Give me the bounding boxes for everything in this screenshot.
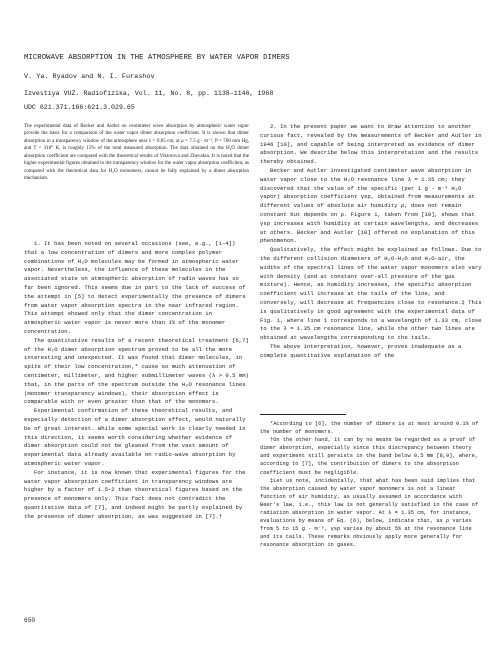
- body-paragraph: Qualitatively, the effect might be explained as follows. Due to the different collision diameters of H₂O-H₂O and H₂O-air, the widths of the spectral lines of the water vapor monomers also vary with density (and at constant over-all pressure of the gas mixture). Hence, as humidity increases, the specific absorption coefficient will increase at the tails of the line, and conversely, will decrease at frequencies close to resonance.‡ This is qualitatively in good agreement with the experimental data of Fig. 1, where line 1 corresponds to a wavelength of 1.33 cm, close to the λ = 1.35 cm resonance line, while the other two lines are obtained at wavelengths corresponding to the tails.: [260, 246, 482, 342]
- footnote: *According to [6], the number of dimers is at most around 0.1% of the number of monomers.: [260, 421, 479, 436]
- abstract: The experimental data of Becker and Autler on centimeter wave absorption by atmospheric water vapor provide the basis for a comparison of the water vapor dimer absorption coefficient. It is shown that dimer absorption in a transparency window of the atmosphere near λ = 0.85 cm, at ρ = 7.5 g · m⁻³, P = 760 mm Hg, and T = 318° K, is roughly 15% of the total measured absorption. The data obtained on the H₂O dimer absorption coefficient are compared with the theoretical results of Viktorova and Zhevakin. It is noted that the higher experimental figures obtained in the transparency window for the water vapor absorption coefficient, as compared with the theoretical data for H₂O monomers, cannot be fully explained by a dimer absorption mechanism.: [24, 123, 249, 182]
- body-paragraph: The above interpretation, however, proves inadequate as a complete quantitative explanation of the: [260, 342, 462, 359]
- footnote-divider: [260, 414, 346, 415]
- body-paragraph: Experimental confirmation of these theoretical results, and especially detection of a dimer absorption effect, would naturally be of great interest. While some special work is clearly needed in this direction, it seems worth considering whether evidence of dimer absorption could not be gleaned from the vast amount of experimental data already available on radio-wave absorption by atmospheric water vapor.: [24, 407, 246, 467]
- body-paragraph: The quantitative results of a recent theoretical treatment [6,7] of the H₂O dimer absorption spectrum proved to be all the more interesting and unexpected. It was found that dimer molecules, in spite of their low concentration,* cause so much attenuation of centimeter, millimeter, and higher submillimeter waves (λ > 0.5 mm) that, in the parts of the spectrum outside the H₂O resonance lines (monomer transparency windows), their absorption effect is comparable with or even greater than that of the monomers.: [24, 336, 249, 406]
- footnotes: [260, 420, 484, 550]
- journal-citation: Izvestiya VUZ. Radiofizika, Vol. 11, No. 8, pp. 1138–1146, 1968: [24, 90, 274, 97]
- body-paragraph: For instance, it is now known that experimental figures for the water vapor absorption coefficient in transparency windows are higher by a factor of 1.5–2 than theoretical figures based on the presence of monomers only. This fact does not contradict the quantitative data of [7], and indeed might be partly explained by the presence of dimer absorption, as was suggested in [7].†: [24, 468, 246, 520]
- left-column: [24, 240, 250, 522]
- body-paragraph: 1. It has been noted on several occasions (see, e.g., [1–4]) that a low concentration of dimers and more complex polymer combinations of H₂O molecules may be formed in atmospheric water vapor. Nevertheless, the influence of these molecules in the associated state on atmospheric absorption of radio waves has so far been ignored. This seems due in part to the lack of success of the attempt in [5] to detect experimentally the presence of dimers from water vapor absorption spectra in the near infrared region. This attempt showed only that the dimer concentration in atmospheric water vapor is never more than 1% of the monomer concentration.: [24, 240, 246, 335]
- footnote: †On the other hand, it can by no means be regarded as a proof of dimer absorption, especially since this discrepancy between theory and experiment still persists in the band below 0.5 mm [8,9], where, according to [7], the contribution of dimers to the absorption coefficient must be negligible.: [260, 437, 479, 476]
- footnote: ‡Let us note, incidentally, that what has been said implies that the absorption caused by water vapor monomers is not a linear function of air humidity, as usually assumed in accordance with Beer's law, i.e., this law is not generally satisfied in the case of radiation absorption in water vapor. At λ = 1.35 cm, for instance, evaluations by means of Eq. (6), below, indicate that, as ρ varies from 5 to 15 g · m⁻³, γsp varies by about 5% at the resonance line and its tails. These remarks obviously apply more generally for resonance absorption in gases.: [260, 477, 479, 549]
- paper-title: MICROWAVE ABSORPTION IN THE ATMOSPHERE BY WATER VAPOR DIMERS: [24, 54, 290, 62]
- paper-authors: V. Ya. Ryadov and N. I. Furashov: [24, 73, 155, 81]
- body-paragraph: Becker and Autler investigated centimeter wave absorption in water vapor close to the H₂O resonance line λ = 1.35 cm; they discovered that the value of the specific (per 1 g · m⁻³ H₂O vapor) absorption coefficient γsp, obtained from measurements at different values of absolute air humidity ρ, does not remain constant but depends on ρ. Figure 1, taken from [10], shows that γsp increases with humidity at certain wavelengths, and decreases at others. Becker and Autler [10] offered no explanation of this phenomenon.: [260, 166, 479, 245]
- udc-code: UDC 621.371.166:621.3.029.65: [24, 104, 135, 111]
- body-paragraph: 2. In the present paper we want to draw attention to another curious fact, revealed by the measurements of Becker and Autler in 1946 [10], and capable of being interpreted as evidence of dimer absorption. We describe below this interpretation and the results thereby obtained.: [260, 123, 482, 166]
- page-number: 650: [24, 617, 36, 624]
- right-column: [260, 123, 484, 361]
